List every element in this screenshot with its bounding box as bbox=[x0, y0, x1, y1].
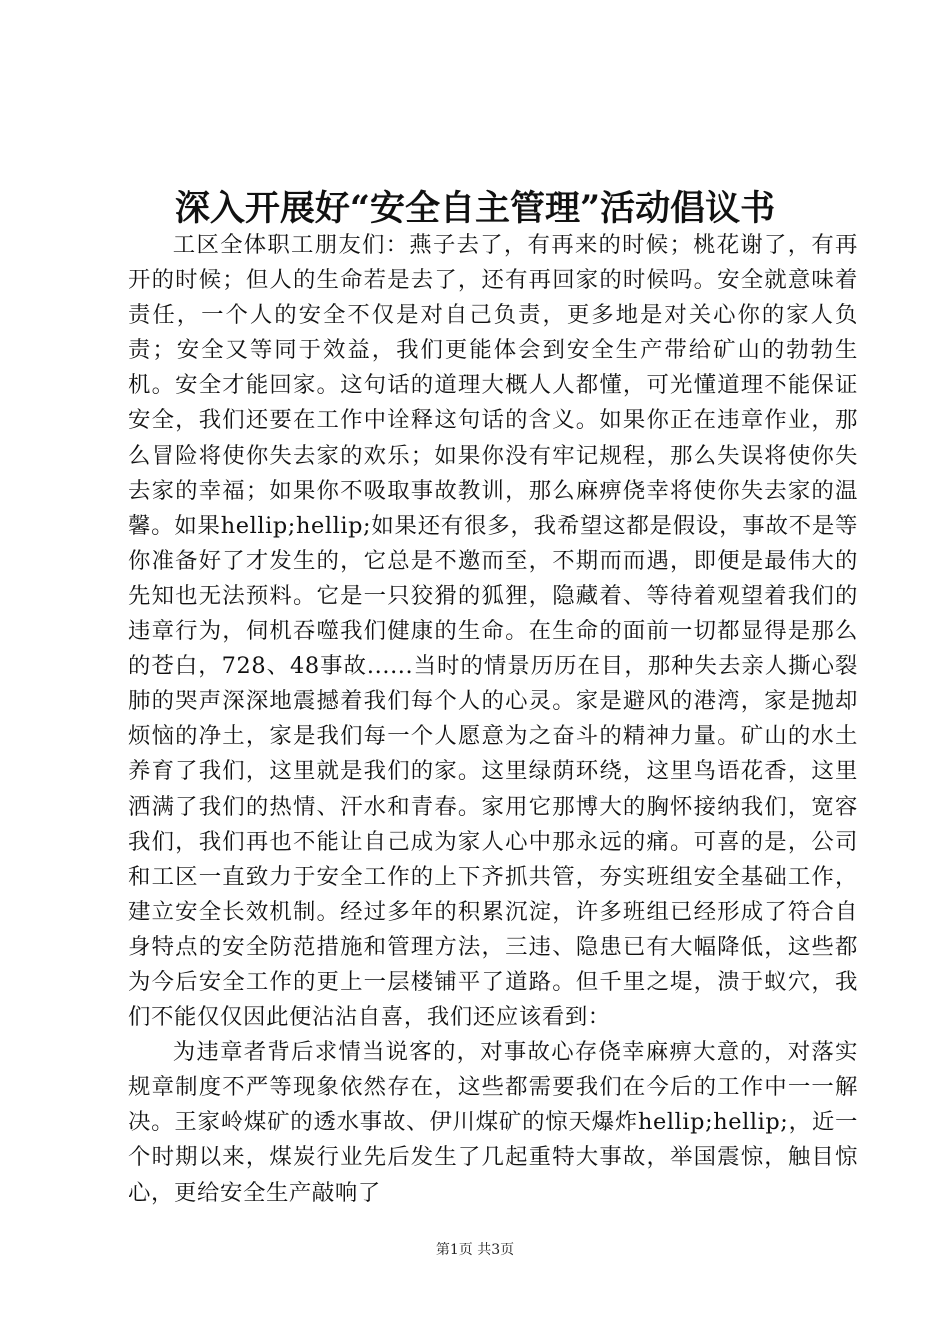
body-paragraph-1: 工区全体职工朋友们：燕子去了，有再来的时候；桃花谢了，有再开的时候；但人的生命若是去了，还有再回家的时候吗。安全就意味着责任，一个人的安全不仅是对自己负责，更多地是对关心你的家人负责；安全又等同于效益，我们更能体会到安全生产带给矿山的勃勃生机。安全才能回家。这句话的道理大概人人都懂，可光懂道理不能保证安全，我们还要在工作中诠释这句话的含义。如果你正在违章作业，那么冒险将使你失去家的欢乐；如果你没有牢记规程，那么失误将使你失去家的幸福；如果你不吸取事故教训，那么麻痹侥幸将使你失去家的温馨。如果hellip;hellip;如果还有很多，我希望这都是假设，事故不是等你准备好了才发生的，它总是不邀而至，不期而而遇，即便是最伟大的先知也无法预料。它是一只狡猾的狐狸，隐藏着、等待着观望着我们的违章行为，伺机吞噬我们健康的生命。在生命的面前一切都显得是那么的苍白，728、48事故......当时的情景历历在目，那种失去亲人撕心裂肺的哭声深深地震撼着我们每个人的心灵。家是避风的港湾，家是抛却烦恼的净土，家是我们每一个人愿意为之奋斗的精神力量。矿山的水土养育了我们，这里就是我们的家。这里绿荫环绕，这里鸟语花香，这里洒满了我们的热情、汗水和青春。家用它那博大的胸怀接纳我们，宽容我们，我们再也不能让自己成为家人心中那永远的痛。可喜的是，公司和工区一直致力于安全工作的上下齐抓共管，夯实班组安全基础工作，建立安全长效机制。经过多年的积累沉淀，许多班组已经形成了符合自身特点的安全防范措施和管理方法，三违、隐患已有大幅降低，这些都为今后安全工作的更上一层楼铺平了道路。但千里之堤，溃于蚁穴，我们不能仅仅因此便沾沾自喜，我们还应该看到： bbox=[128, 232, 858, 1031]
document-title: 深入开展好“安全自主管理”活动倡议书 bbox=[174, 188, 776, 229]
page-footer: 第1页 共3页 bbox=[435, 1242, 515, 1258]
body-paragraph-2: 为违章者背后求情当说客的，对事故心存侥幸麻痹大意的，对落实规章制度不严等现象依然存在，这些都需要我们在今后的工作中一一解决。王家岭煤矿的透水事故、伊川煤矿的惊天爆炸hellip;hellip;，近一个时期以来，煤炭行业先后发生了几起重特大事故，举国震惊，触目惊心，更给安全生产敲响了 bbox=[128, 1039, 858, 1206]
document-body bbox=[128, 228, 858, 1211]
